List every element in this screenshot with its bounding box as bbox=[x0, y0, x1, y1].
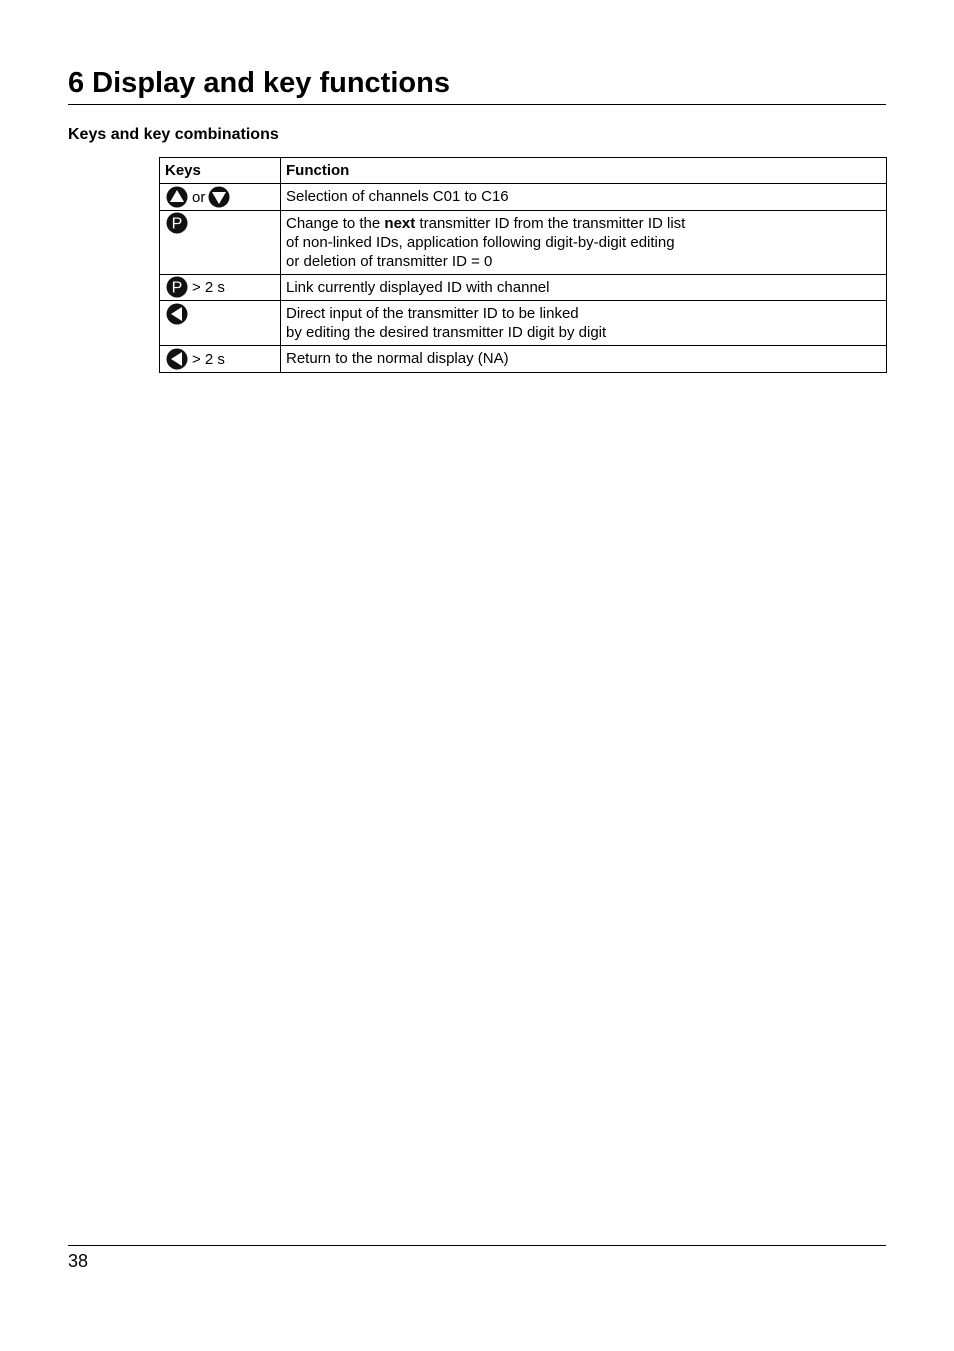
table-row bbox=[160, 274, 887, 301]
page-number: 38 bbox=[68, 1251, 89, 1271]
function-cell bbox=[281, 210, 887, 274]
table-row bbox=[160, 184, 887, 211]
keys-cell bbox=[160, 210, 281, 274]
function-cell bbox=[281, 274, 887, 301]
function-cell bbox=[281, 346, 887, 373]
function-text: Change to the bbox=[286, 214, 385, 232]
function-cell bbox=[281, 184, 887, 211]
chapter-title: 6 Display and key functions bbox=[68, 67, 450, 99]
function-line: Return to the normal display (NA) bbox=[286, 350, 509, 368]
p-key-icon bbox=[166, 276, 188, 298]
left-arrow-key-icon bbox=[166, 348, 188, 370]
function-line: by editing the desired transmitter ID digit by digit bbox=[286, 324, 607, 342]
svg-text:P: P bbox=[171, 279, 183, 297]
function-text: transmitter ID from the transmitter ID list bbox=[415, 214, 686, 232]
keys-cell bbox=[160, 184, 281, 211]
table-row bbox=[160, 346, 887, 373]
header-keys: Keys bbox=[160, 158, 281, 184]
function-cell bbox=[281, 301, 887, 346]
section-title: Keys and key combinations bbox=[68, 126, 279, 143]
key-connector: or bbox=[192, 188, 206, 206]
keys-table bbox=[159, 157, 887, 373]
left-arrow-key-icon bbox=[166, 303, 188, 325]
keys-cell bbox=[160, 346, 281, 373]
key-duration: > 2 s bbox=[192, 350, 225, 368]
keys-cell bbox=[160, 274, 281, 301]
function-line: or deletion of transmitter ID = 0 bbox=[286, 252, 493, 270]
keys-cell bbox=[160, 301, 281, 346]
function-emphasis: next bbox=[384, 214, 416, 232]
table-row bbox=[160, 301, 887, 346]
function-line: Direct input of the transmitter ID to be linked bbox=[286, 305, 579, 323]
header-rule bbox=[68, 104, 886, 105]
down-arrow-key-icon bbox=[208, 186, 230, 208]
header-function: Function bbox=[281, 158, 887, 184]
function-line: Selection of channels C01 to C16 bbox=[286, 188, 509, 205]
up-arrow-key-icon bbox=[166, 186, 188, 208]
p-key-icon bbox=[166, 212, 188, 234]
table-row bbox=[160, 210, 887, 274]
svg-text:P: P bbox=[171, 215, 183, 233]
function-line: Link currently displayed ID with channel bbox=[286, 278, 550, 296]
table-header-row bbox=[160, 158, 887, 184]
function-line bbox=[286, 214, 882, 233]
footer-rule bbox=[68, 1245, 886, 1246]
function-line: of non-linked IDs, application following digit-by-digit editing bbox=[286, 233, 675, 251]
key-duration: > 2 s bbox=[192, 279, 225, 297]
